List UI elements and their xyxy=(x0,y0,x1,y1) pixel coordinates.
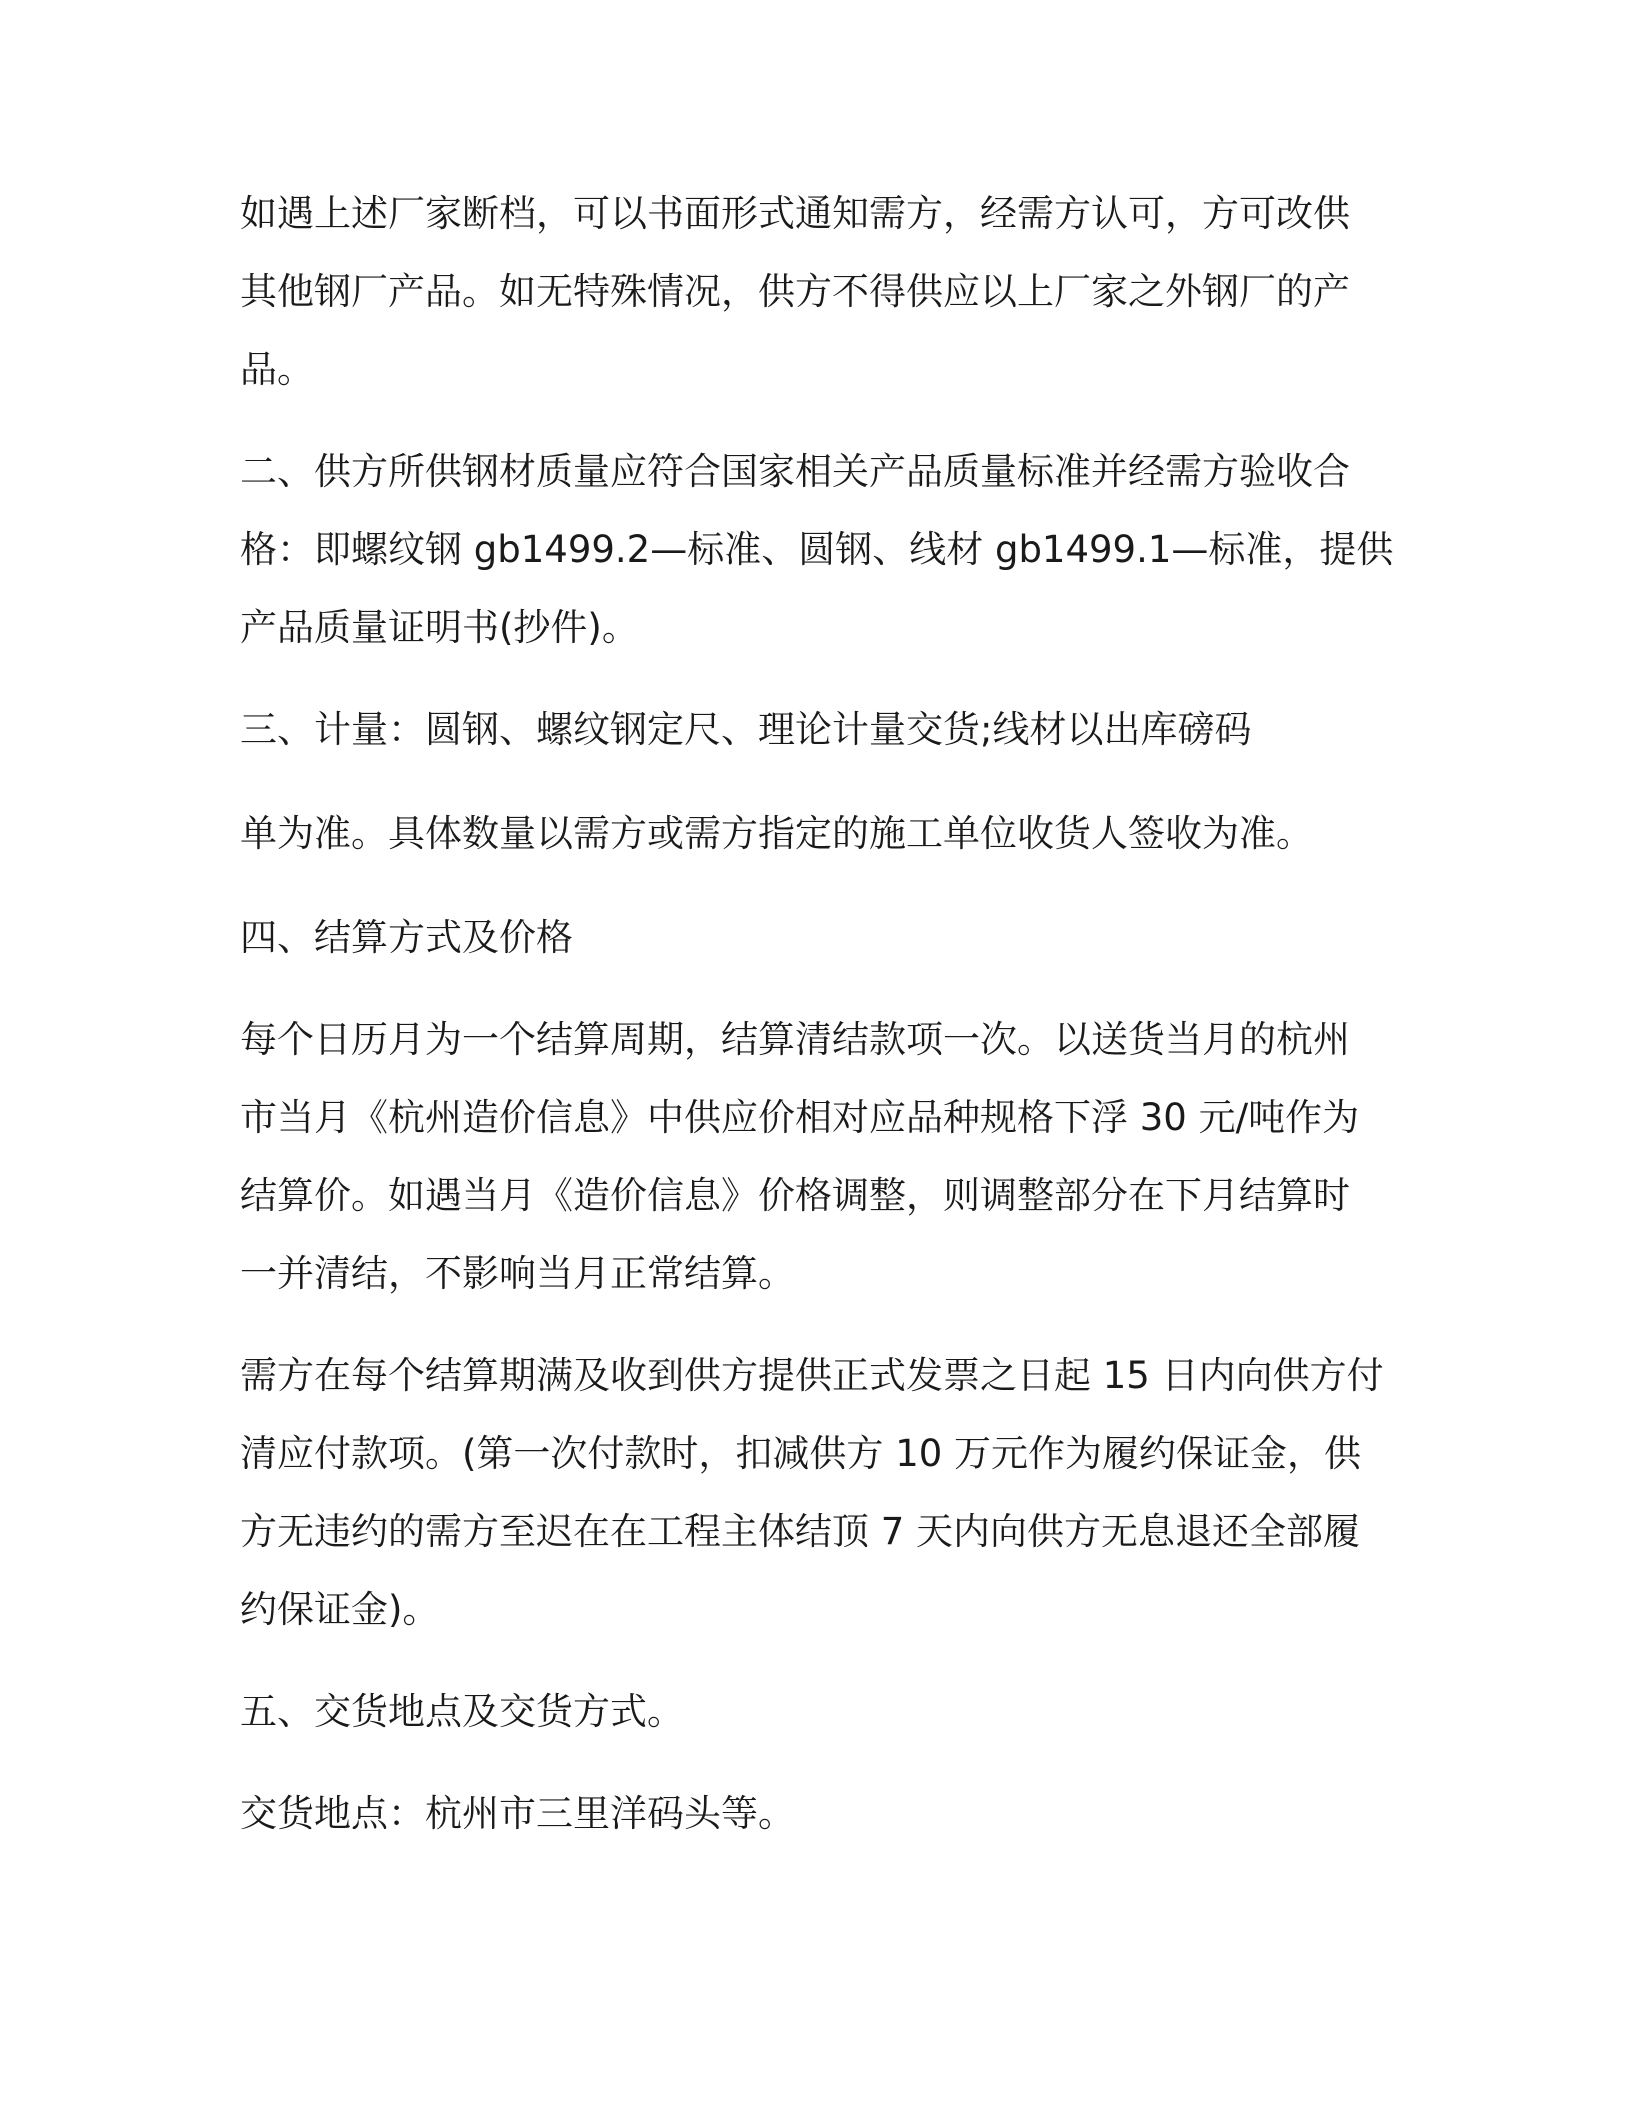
text-line: 单为准。具体数量以需方或需方指定的施工单位收货人签收为准。 xyxy=(240,812,1313,855)
text-line: 交货地点：杭州市三里洋码头等。 xyxy=(240,1792,795,1835)
paragraph-delivery-location xyxy=(240,1775,1390,1853)
text-line: 市当月《杭州造价信息》中供应价相对应品种规格下浮 30 元/吨作为 xyxy=(240,1096,1360,1139)
section-heading-delivery xyxy=(240,1673,1390,1751)
text-line: 结算价。如遇当月《造价信息》价格调整，则调整部分在下月结算时 xyxy=(240,1174,1350,1217)
paragraph-payment-terms xyxy=(240,1337,1390,1649)
text-line: 三、计量：圆钢、螺纹钢定尺、理论计量交货;线材以出库磅码 xyxy=(240,708,1252,751)
paragraph-supplier-shortage xyxy=(240,175,1390,409)
text-line: 方无违约的需方至迟在在工程主体结顶 7 天内向供方无息退还全部履 xyxy=(240,1510,1361,1553)
paragraph-measurement xyxy=(240,691,1390,769)
text-line: 一并清结，不影响当月正常结算。 xyxy=(240,1252,795,1295)
text-line: 二、供方所供钢材质量应符合国家相关产品质量标准并经需方验收合 xyxy=(240,450,1350,493)
text-line: 品。 xyxy=(240,348,314,391)
text-line: 四、结算方式及价格 xyxy=(240,916,573,959)
text-line: 清应付款项。(第一次付款时，扣减供方 10 万元作为履约保证金，供 xyxy=(240,1432,1362,1475)
paragraph-measurement-continued xyxy=(240,795,1390,873)
text-line: 格：即螺纹钢 gb1499.2—标准、圆钢、线材 gb1499.1—标准，提供 xyxy=(240,528,1394,571)
paragraph-settlement-cycle xyxy=(240,1001,1390,1313)
text-line: 每个日历月为一个结算周期，结算清结款项一次。以送货当月的杭州 xyxy=(240,1018,1350,1061)
paragraph-quality-standard xyxy=(240,433,1394,667)
text-line: 其他钢厂产品。如无特殊情况，供方不得供应以上厂家之外钢厂的产 xyxy=(240,270,1350,313)
text-line: 如遇上述厂家断档，可以书面形式通知需方，经需方认可，方可改供 xyxy=(240,192,1350,235)
text-line: 五、交货地点及交货方式。 xyxy=(240,1690,684,1733)
text-line: 产品质量证明书(抄件)。 xyxy=(240,606,639,649)
text-line: 约保证金)。 xyxy=(240,1588,440,1631)
document-body xyxy=(240,175,1394,1853)
section-heading-settlement xyxy=(240,899,1390,977)
text-line: 需方在每个结算期满及收到供方提供正式发票之日起 15 日内向供方付 xyxy=(240,1354,1384,1397)
